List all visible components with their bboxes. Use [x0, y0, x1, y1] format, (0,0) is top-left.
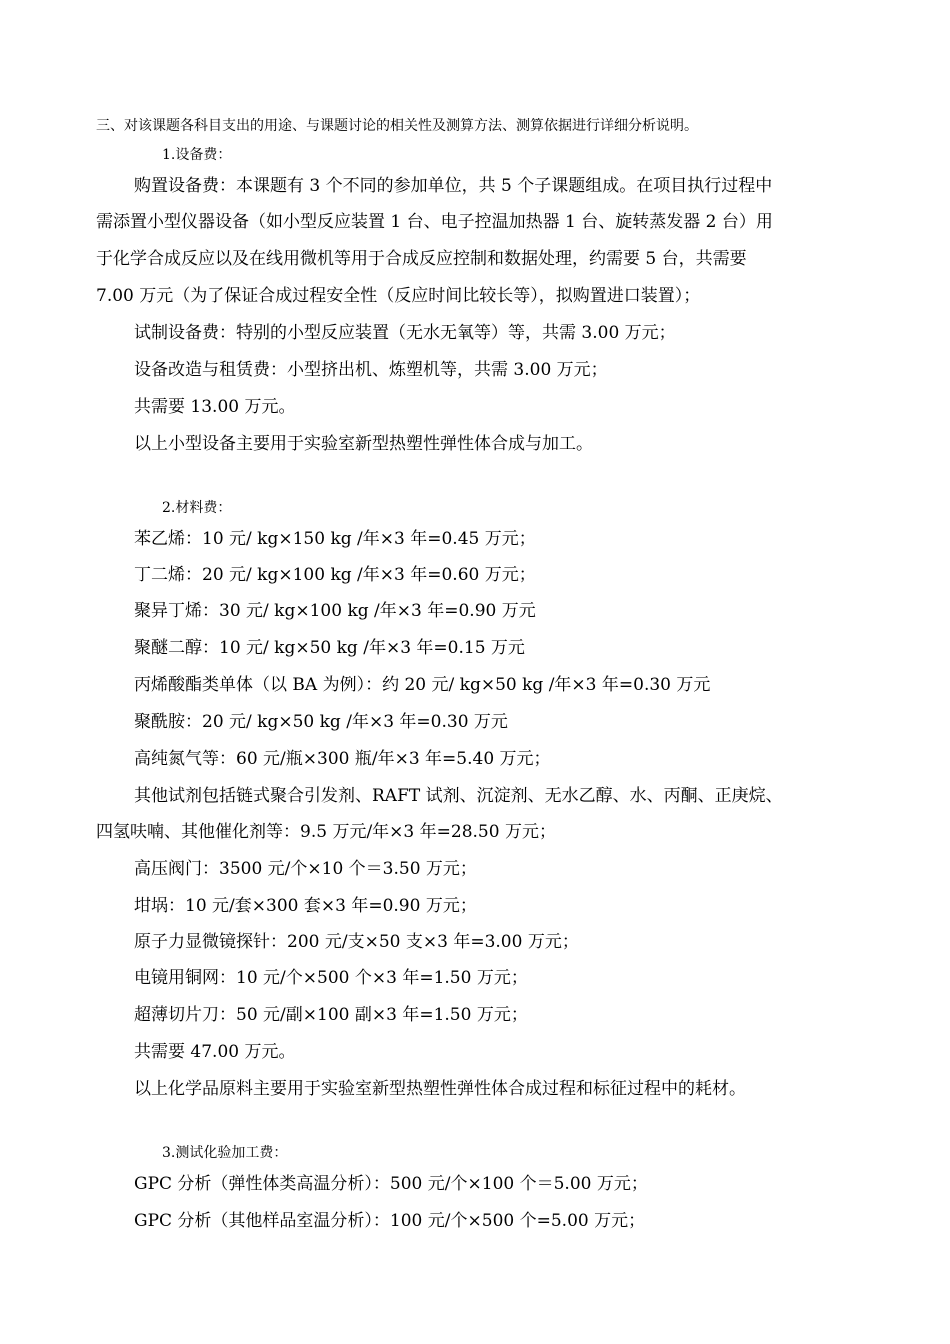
section-heading: 三、对该课题各科目支出的用途、与课题讨论的相关性及测算方法、测算依据进行详细分析说明。 — [96, 118, 698, 134]
material-summary: 以上化学品原料主要用于实验室新型热塑性弹性体合成过程和标征过程中的耗材。 — [134, 1079, 746, 1099]
testing-item: GPC 分析（其他样品室温分析）：100 元/个×500 个=5.00 万元； — [134, 1211, 646, 1231]
section-1-title: 1.设备费： — [162, 147, 232, 163]
material-item: 高压阀门：3500 元/个×10 个＝3.50 万元； — [134, 859, 477, 879]
material-item: 超薄切片刀：50 元/副×100 副×3 年=1.50 万元； — [134, 1005, 528, 1025]
material-item: 丁二烯：20 元/ kg×100 kg /年×3 年=0.60 万元； — [134, 565, 536, 585]
material-item: 苯乙烯：10 元/ kg×150 kg /年×3 年=0.45 万元； — [134, 529, 536, 549]
paragraph-line: 于化学合成反应以及在线用微机等用于合成反应控制和数据处理，约需要 5 台，共需要 — [96, 249, 747, 269]
paragraph-line: 7.00 万元（为了保证合成过程安全性（反应时间比较长等），拟购置进口装置）； — [96, 286, 701, 306]
equipment-item: 试制设备费：特别的小型反应装置（无水无氧等）等，共需 3.00 万元； — [134, 323, 676, 343]
material-item: 聚异丁烯：30 元/ kg×100 kg /年×3 年=0.90 万元 — [134, 601, 536, 621]
section-3-title: 3.测试化验加工费： — [162, 1145, 288, 1161]
testing-item: GPC 分析（弹性体类高温分析）：500 元/个×100 个＝5.00 万元； — [134, 1174, 648, 1194]
equipment-total: 共需要 13.00 万元。 — [134, 397, 296, 417]
material-item: 丙烯酸酯类单体（以 BA 为例）：约 20 元/ kg×50 kg /年×3 年=0.30 万元 — [134, 675, 711, 695]
material-item: 坩埚：10 元/套×300 套×3 年=0.90 万元； — [134, 896, 477, 916]
material-item-continued: 四氢呋喃、其他催化剂等：9.5 万元/年×3 年=28.50 万元； — [96, 822, 556, 842]
section-2-title: 2.材料费： — [162, 500, 232, 516]
material-item: 原子力显微镜探针：200 元/支×50 支×3 年=3.00 万元； — [134, 932, 579, 952]
paragraph-line: 购置设备费：本课题有 3 个不同的参加单位，共 5 个子课题组成。在项目执行过程中 — [134, 176, 773, 196]
paragraph-line: 需添置小型仪器设备（如小型反应装置 1 台、电子控温加热器 1 台、旋转蒸发器 2 台）用 — [96, 212, 773, 232]
material-item: 电镜用铜网：10 元/个×500 个×3 年=1.50 万元； — [134, 968, 528, 988]
material-item: 其他试剂包括链式聚合引发剂、RAFT 试剂、沉淀剂、无水乙醇、水、丙酮、正庚烷、 — [134, 786, 783, 806]
material-item: 聚醚二醇：10 元/ kg×50 kg /年×3 年=0.15 万元 — [134, 638, 525, 658]
material-total: 共需要 47.00 万元。 — [134, 1042, 296, 1062]
material-item: 高纯氮气等：60 元/瓶×300 瓶/年×3 年=5.40 万元； — [134, 749, 551, 769]
material-item: 聚酰胺：20 元/ kg×50 kg /年×3 年=0.30 万元 — [134, 712, 508, 732]
equipment-item: 设备改造与租赁费：小型挤出机、炼塑机等，共需 3.00 万元； — [134, 360, 608, 380]
equipment-summary: 以上小型设备主要用于实验室新型热塑性弹性体合成与加工。 — [134, 434, 593, 454]
